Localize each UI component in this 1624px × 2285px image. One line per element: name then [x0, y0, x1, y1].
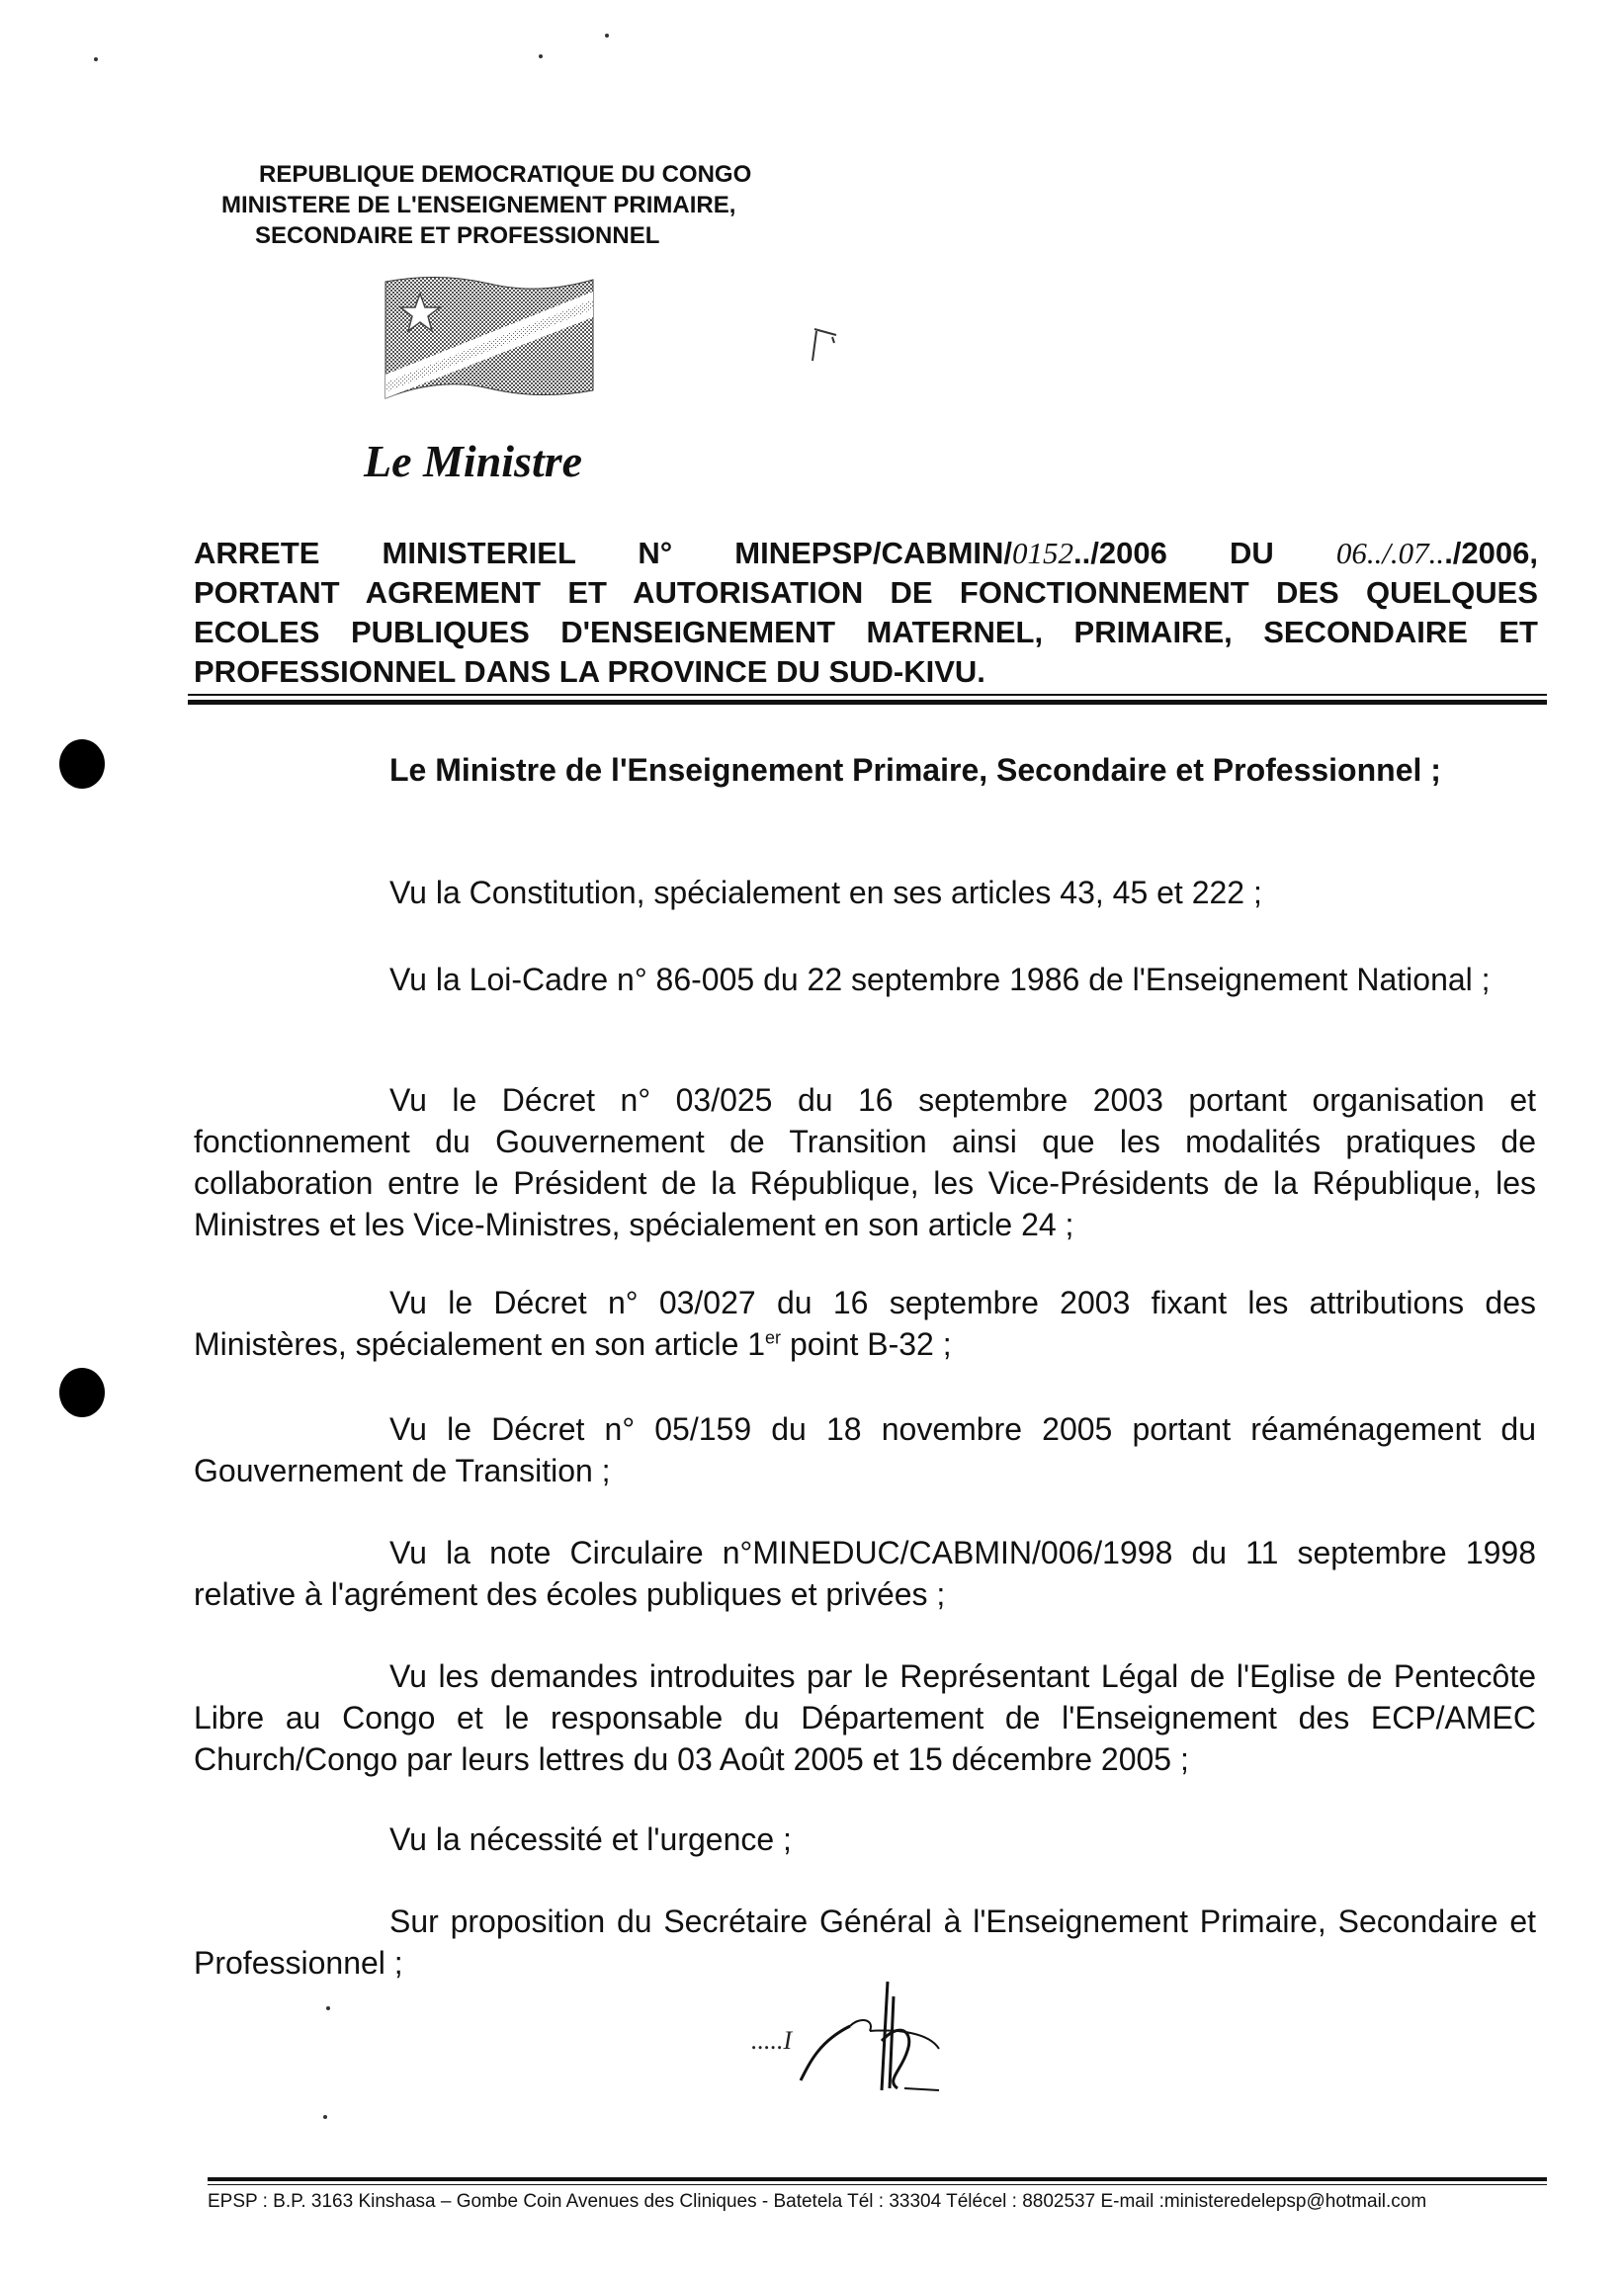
- footer-rule-thin: [208, 2184, 1547, 2185]
- header-ministry: MINISTERE DE L'ENSEIGNEMENT PRIMAIRE,: [221, 192, 736, 218]
- punch-hole: [59, 739, 105, 789]
- scan-speck: [605, 34, 609, 38]
- pen-mark: [809, 321, 848, 371]
- drc-flag-emblem: [381, 272, 598, 410]
- vu-demandes: Vu les demandes introduites par le Représentant Légal de l'Eglise de Pentecôte Libre au Congo et le responsable du Département de l'Enseignement des ECP/AMEC Church/Congo par leurs lettres du 03 Août 2005 et 15 décembre 2005 ;: [194, 1658, 1536, 1777]
- minister-title: Le Ministre: [364, 436, 583, 486]
- scan-speck: [326, 2006, 330, 2010]
- decree-title-line-3: ECOLES PUBLIQUES D'ENSEIGNEMENT MATERNEL, PRIMAIRE, SECONDAIRE ET: [194, 615, 1538, 649]
- footer-rule-thick: [208, 2177, 1547, 2181]
- header-republic: REPUBLIQUE DEMOCRATIQUE DU CONGO: [259, 161, 752, 188]
- initials-dots: .....I: [751, 2026, 793, 2055]
- title-rule-thin: [188, 694, 1547, 696]
- punch-hole: [59, 1368, 105, 1417]
- vu-decret-03-025: Vu le Décret n° 03/025 du 16 septembre 2003 portant organisation et fonctionnement du Gouvernement de Transition ainsi que les modalités pratiques de collaboration entre le Président de la République, les Vice-Présidents de la République, les Ministres et les Vice-Ministres, spécialement en son article 24 ;: [194, 1082, 1536, 1242]
- preamble-minister: Le Ministre de l'Enseignement Primaire, Secondaire et Professionnel ;: [389, 752, 1441, 788]
- footer-contact: EPSP : B.P. 3163 Kinshasa – Gombe Coin Avenues des Cliniques - Batetela Tél : 33304 Télécel : 8802537 E-mail :ministeredelepsp@hotmail.com: [208, 2191, 1427, 2212]
- decree-date-handwritten: 06../.07..: [1335, 536, 1445, 570]
- vu-decret-03-027: Vu le Décret n° 03/027 du 16 septembre 2003 fixant les attributions des Ministères, spécialement en son article 1er point B-32 ;: [194, 1285, 1536, 1362]
- vu-note-circulaire: Vu la note Circulaire n°MINEDUC/CABMIN/006/1998 du 11 septembre 1998 relative à l'agrément des écoles publiques et privées ;: [194, 1535, 1536, 1612]
- vu-necessite: Vu la nécessité et l'urgence ;: [389, 1821, 792, 1857]
- decree-number-handwritten: 0152: [1012, 536, 1074, 570]
- decree-year: ../2006 DU: [1073, 536, 1336, 570]
- vu-decret-05-159: Vu le Décret n° 05/159 du 18 novembre 2005 portant réaménagement du Gouvernement de Transition ;: [194, 1411, 1536, 1488]
- decree-number-prefix: ARRETE MINISTERIEL N° MINEPSP/CABMIN/: [194, 536, 1013, 570]
- title-rule-thick: [188, 700, 1547, 705]
- vu-constitution: Vu la Constitution, spécialement en ses articles 43, 45 et 222 ;: [389, 875, 1262, 910]
- decree-title: [194, 534, 1538, 692]
- vu-loi-cadre: Vu la Loi-Cadre n° 86-005 du 22 septembre 1986 de l'Enseignement National ;: [389, 962, 1491, 997]
- signature-initials: [791, 1972, 969, 2100]
- decree-title-line-1: [194, 534, 1538, 573]
- header-ministry-cont: SECONDAIRE ET PROFESSIONNEL: [255, 222, 660, 249]
- decree-date-end: ./2006,: [1444, 536, 1538, 570]
- decree-title-line-4: PROFESSIONNEL DANS LA PROVINCE DU SUD-KIVU.: [194, 654, 985, 689]
- scan-speck: [94, 57, 98, 61]
- scan-speck: [539, 54, 543, 58]
- decree-title-line-2: PORTANT AGREMENT ET AUTORISATION DE FONCTIONNEMENT DES QUELQUES: [194, 575, 1538, 610]
- scan-speck: [323, 2115, 327, 2119]
- sur-proposition: Sur proposition du Secrétaire Général à l'Enseignement Primaire, Secondaire et Professionnel ;: [194, 1904, 1536, 1981]
